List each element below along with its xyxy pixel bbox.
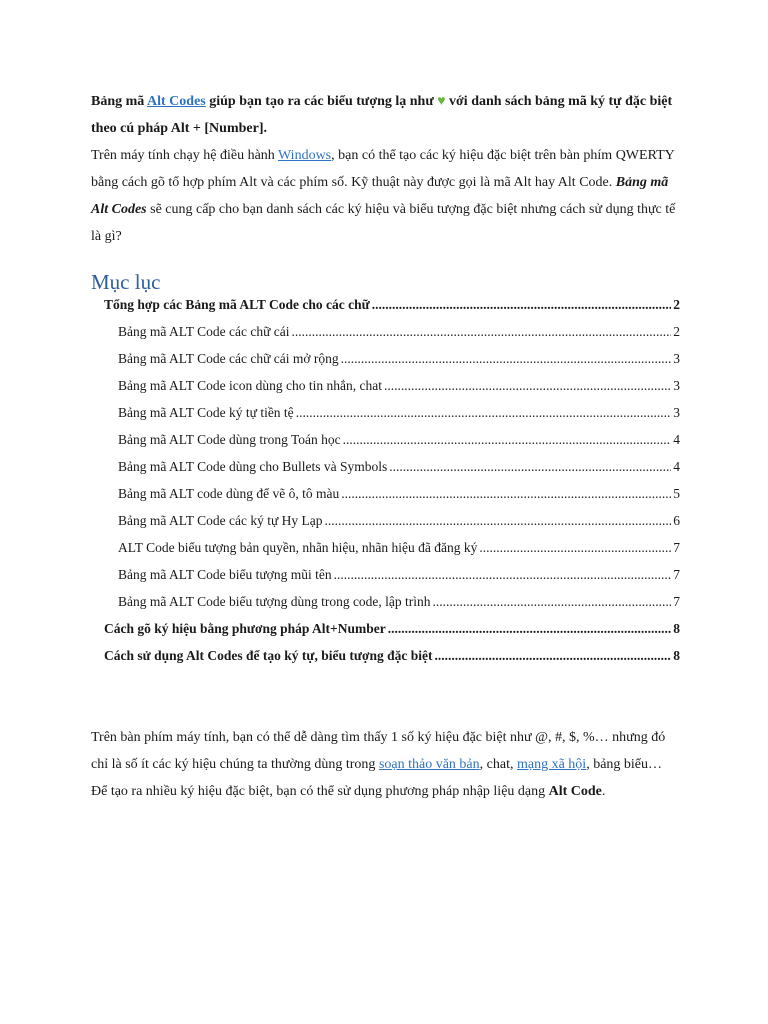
intro-text-mid: giúp bạn tạo ra các biểu tượng lạ như [205, 94, 438, 109]
toc-item-page: 3 [673, 378, 680, 393]
toc-item-title: Bảng mã ALT code dùng để vẽ ô, tô màu [118, 486, 340, 501]
toc-item-page: 7 [673, 540, 680, 555]
toc-item[interactable] [118, 318, 680, 345]
mang-xa-hoi-link[interactable]: mạng xã hội [516, 757, 587, 772]
toc-item-page: 7 [673, 567, 680, 582]
bottom-text-bold: Alt Code [548, 784, 602, 799]
toc-item-title: ALT Code biểu tượng bản quyền, nhãn hiệu, nhãn hiệu đã đăng ký [118, 540, 478, 555]
windows-link[interactable]: Windows [278, 148, 332, 163]
toc-item-title: Bảng mã ALT Code các ký tự Hy Lạp [118, 513, 323, 528]
toc-item-title: Cách gõ ký hiệu bằng phương pháp Alt+Number [104, 621, 386, 636]
toc-item-title: Bảng mã ALT Code biểu tượng dùng trong code, lập trình [118, 594, 431, 609]
intro-body-pre: Trên máy tính chạy hệ điều hành [91, 148, 279, 163]
toc-dot-leader [292, 318, 672, 345]
toc-dot-leader [433, 588, 672, 615]
toc-item[interactable] [104, 642, 680, 669]
toc-dot-leader [341, 345, 672, 372]
toc-item[interactable] [118, 453, 680, 480]
toc-item-title: Bảng mã ALT Code dùng trong Toán học [118, 432, 341, 447]
intro-text-post: với danh sách bảng mã ký tự đặc biệt theo cú pháp Alt + [Number]. [91, 94, 673, 136]
toc-dot-leader [434, 642, 671, 669]
toc-item[interactable] [118, 372, 680, 399]
toc-item-page: 3 [673, 405, 680, 420]
toc-dot-leader [372, 291, 672, 318]
toc-item[interactable] [118, 588, 680, 615]
toc-item-title: Tổng hợp các Bảng mã ALT Code cho các chữ [104, 297, 370, 312]
toc-dot-leader [325, 507, 672, 534]
intro-body-post: sẽ cung cấp cho bạn danh sách các ký hiệu và biểu tượng đặc biệt nhưng cách sử dụng thực tế là gì? [91, 202, 676, 244]
toc-heading: Mục lục [91, 270, 161, 294]
bottom-text-end: . [601, 784, 606, 799]
toc-item-title: Bảng mã ALT Code các chữ cái mở rộng [118, 351, 339, 366]
toc-item[interactable] [104, 291, 680, 318]
intro-body-emphasis: Bảng mã Alt Codes [91, 175, 669, 217]
intro-summary [91, 88, 681, 142]
toc-dot-leader [388, 615, 672, 642]
toc-item-title: Bảng mã ALT Code biểu tượng mũi tên [118, 567, 332, 582]
toc-item-title: Bảng mã ALT Code các chữ cái [118, 324, 290, 339]
toc-item[interactable] [118, 399, 680, 426]
toc-item-page: 2 [673, 297, 680, 312]
toc-item[interactable] [118, 507, 680, 534]
bottom-text-pre: Trên bàn phím máy tính, bạn có thể dễ dàng tìm thấy 1 số ký hiệu đặc biệt như @, #, $, %… nhưng đó chỉ là số ít các ký hiệu chúng ta thường dùng trong [91, 730, 666, 772]
toc-item-page: 8 [673, 648, 680, 663]
bottom-paragraph [91, 724, 681, 805]
toc-item-page: 3 [673, 351, 680, 366]
bottom-text-mid1: , chat, [479, 757, 517, 772]
intro-text-pre: Bảng mã [91, 94, 148, 109]
intro-paragraph [91, 142, 681, 250]
toc-item-title: Bảng mã ALT Code ký tự tiền tệ [118, 405, 294, 420]
alt-codes-link[interactable]: Alt Codes [147, 94, 206, 109]
toc-dot-leader [389, 453, 671, 480]
toc-dot-leader [479, 534, 671, 561]
toc-item-page: 5 [673, 486, 680, 501]
toc-dot-leader [334, 561, 672, 588]
toc-item-title: Cách sử dụng Alt Codes để tạo ký tự, biểu tượng đặc biệt [104, 648, 433, 663]
toc-dot-leader [343, 426, 672, 453]
toc-item[interactable] [118, 426, 680, 453]
toc-item-title: Bảng mã ALT Code dùng cho Bullets và Symbols [118, 459, 388, 474]
toc-item-page: 8 [673, 621, 680, 636]
toc-item-page: 4 [673, 459, 680, 474]
toc-item[interactable] [118, 561, 680, 588]
soan-thao-van-ban-link[interactable]: soạn thảo văn bản [378, 757, 480, 772]
toc-item[interactable] [104, 615, 680, 642]
toc-dot-leader [341, 480, 671, 507]
toc-item-title: Bảng mã ALT Code icon dùng cho tin nhắn, chat [118, 378, 382, 393]
toc-dot-leader [384, 372, 671, 399]
toc-item-page: 6 [673, 513, 680, 528]
toc-item-page: 2 [673, 324, 680, 339]
toc-dot-leader [296, 399, 672, 426]
toc-item-page: 4 [673, 432, 680, 447]
heart-icon: ♥ [437, 94, 446, 109]
toc-item[interactable] [118, 534, 680, 561]
toc-item[interactable] [118, 480, 680, 507]
intro-body-mid: , bạn có thể tạo các ký hiệu đặc biệt trên bàn phím QWERTY bằng cách gõ tổ hợp phím Alt và các phím số. Kỹ thuật này được gọi là mã Alt hay Alt Code. [91, 148, 675, 190]
toc-item-page: 7 [673, 594, 680, 609]
bottom-text-mid2: , bảng biểu… Để tạo ra nhiều ký hiệu đặc biệt, bạn có thể sử dụng phương pháp nhập liệu dạng [91, 757, 663, 799]
toc-item[interactable] [118, 345, 680, 372]
